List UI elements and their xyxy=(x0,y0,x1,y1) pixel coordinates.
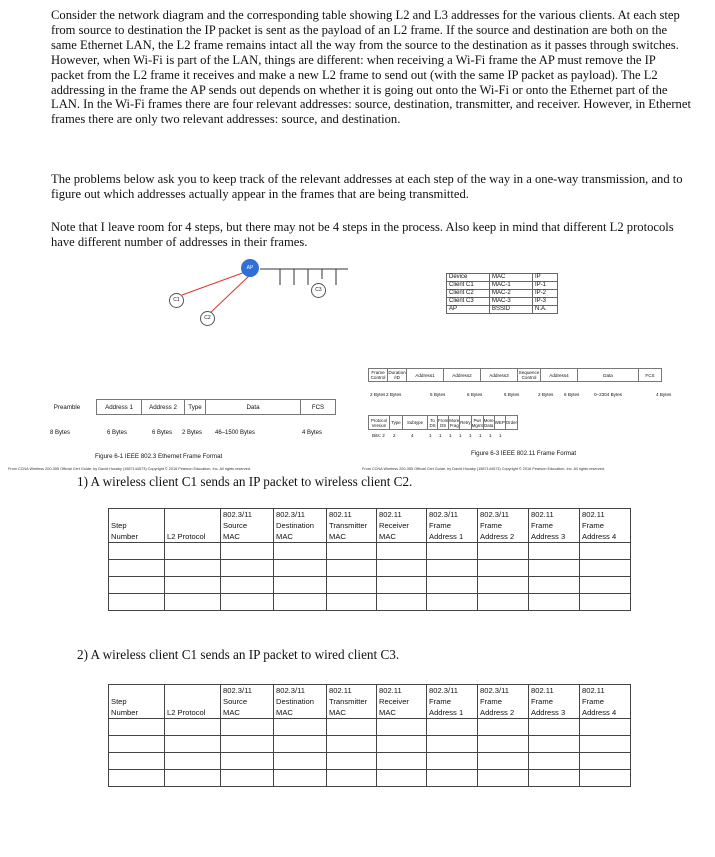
answer-cell[interactable] xyxy=(580,753,631,770)
answer-cell[interactable] xyxy=(580,560,631,577)
answer-cell[interactable] xyxy=(580,577,631,594)
answer-cell[interactable] xyxy=(529,770,580,787)
answer-cell[interactable] xyxy=(327,770,377,787)
header-cell: 802.11 xyxy=(580,685,631,697)
header-cell: Step xyxy=(109,520,165,531)
header-cell: Receiver xyxy=(377,520,427,531)
wifi-frame-source: From CCNA Wireless 200-355 Official Cert Guide, by David Hucaby (1587144573) Copyright © 2016 Pearson Education, Inc. All rights reserved. xyxy=(362,467,605,471)
header-cell: Address 2 xyxy=(478,531,529,543)
header-cell: Transmitter xyxy=(327,520,377,531)
wifi-bits-label: Bits: 2 xyxy=(372,433,385,438)
answer-cell[interactable] xyxy=(478,560,529,577)
header-cell: MAC xyxy=(377,531,427,543)
client-c2-icon: C2 xyxy=(200,311,215,326)
addr-cell: MAC-2 xyxy=(490,290,533,298)
answer-cell[interactable] xyxy=(274,753,327,770)
answer-row[interactable] xyxy=(109,719,631,736)
header-cell: Frame xyxy=(427,696,478,707)
wifi-subfield: Protocol Version xyxy=(369,416,390,430)
answer-cell[interactable] xyxy=(109,719,165,736)
header-cell: 802.3/11 xyxy=(274,685,327,697)
answer-cell[interactable] xyxy=(580,736,631,753)
header-cell: Address 2 xyxy=(478,707,529,719)
answer-cell[interactable] xyxy=(109,560,165,577)
eth-field: Preamble xyxy=(53,403,81,411)
eth-field: FCS xyxy=(301,400,336,415)
eth-size: 6 Bytes xyxy=(152,430,173,436)
wifi-field: Address2 xyxy=(444,369,481,382)
header-cell: MAC xyxy=(274,531,327,543)
answer-cell[interactable] xyxy=(580,770,631,787)
header-cell xyxy=(109,509,165,521)
wifi-subfield: To DS xyxy=(429,417,436,428)
wifi-bit: 1 xyxy=(439,433,442,438)
answer-cell[interactable] xyxy=(478,719,529,736)
answer-row[interactable] xyxy=(109,543,631,560)
answer-row[interactable] xyxy=(109,594,631,611)
answer-cell[interactable] xyxy=(427,577,478,594)
answer-row[interactable] xyxy=(109,577,631,594)
answer-cell[interactable] xyxy=(165,543,221,560)
wifi-size: 0–2304 Bytes xyxy=(594,392,623,397)
answer-cell[interactable] xyxy=(274,736,327,753)
eth-frame-source: From CCNA Wireless 200-355 Official Cert Guide, by David Hucaby (1587144573) Copyright © 2016 Pearson Education, Inc. All rights reserved. xyxy=(8,467,251,471)
header-cell: MAC xyxy=(221,707,274,719)
answer-cell[interactable] xyxy=(529,736,580,753)
answer-cell[interactable] xyxy=(109,577,165,594)
header-cell xyxy=(165,696,221,707)
answer-cell[interactable] xyxy=(327,753,377,770)
answer-cell[interactable] xyxy=(109,736,165,753)
header-cell: MAC xyxy=(221,531,274,543)
answer-cell[interactable] xyxy=(427,543,478,560)
eth-size: 46–1500 Bytes xyxy=(215,430,256,436)
wifi-field: Address4 xyxy=(541,369,578,382)
answer-cell[interactable] xyxy=(529,753,580,770)
answer-cell[interactable] xyxy=(427,594,478,611)
addr-header-ip: IP xyxy=(533,274,558,282)
wifi-subfield: More Frag xyxy=(449,417,460,428)
client-c1-icon: C1 xyxy=(169,293,184,308)
answer-cell[interactable] xyxy=(377,577,427,594)
answer-cell[interactable] xyxy=(427,719,478,736)
ethernet-frame-format xyxy=(38,399,336,415)
header-cell: L2 Protocol xyxy=(165,531,221,543)
header-cell: 802.3/11 xyxy=(221,685,274,697)
answer-cell[interactable] xyxy=(221,719,274,736)
answer-cell[interactable] xyxy=(478,594,529,611)
answer-cell[interactable] xyxy=(529,543,580,560)
wifi-bit: 1 xyxy=(499,433,502,438)
header-cell: Address 1 xyxy=(427,531,478,543)
wifi-bit: 1 xyxy=(449,433,452,438)
eth-field: Address 2 xyxy=(142,400,185,415)
intro-paragraph-2: The problems below ask you to keep track of the relevant addresses at each step of the way in a one-way transmission, and to figure out which addresses actually appear in the frames that are being transmitted. xyxy=(51,172,683,201)
intro-paragraph-3: Note that I leave room for 4 steps, but there may not be 4 steps in the process. Also keep in mind that different L2 protocols have different number of addresses in their frames. xyxy=(51,220,674,249)
answer-cell[interactable] xyxy=(165,594,221,611)
header-cell: Address 4 xyxy=(580,531,631,543)
answer-cell[interactable] xyxy=(478,770,529,787)
wifi-field: Address3 xyxy=(481,369,518,382)
header-cell: Address 3 xyxy=(529,531,580,543)
network-diagram-lines xyxy=(160,255,360,330)
wifi-size: 6 Bytes xyxy=(564,392,580,397)
addr-cell: Client C2 xyxy=(447,290,490,298)
header-cell: MAC xyxy=(274,707,327,719)
answer-cell[interactable] xyxy=(109,543,165,560)
addr-cell: IP-2 xyxy=(533,290,558,298)
answer-cell[interactable] xyxy=(274,594,327,611)
answer-cell[interactable] xyxy=(377,594,427,611)
header-cell: 802.3/11 xyxy=(221,509,274,521)
header-cell: 802.3/11 xyxy=(427,509,478,521)
answer-cell[interactable] xyxy=(427,770,478,787)
answer-cell[interactable] xyxy=(221,560,274,577)
answer-cell[interactable] xyxy=(109,753,165,770)
addr-cell: IP-1 xyxy=(533,282,558,290)
header-cell xyxy=(165,509,221,521)
header-cell: Destination xyxy=(274,520,327,531)
header-cell: 802.3/11 xyxy=(274,509,327,521)
answer-cell[interactable] xyxy=(109,770,165,787)
wifi-field: FCS xyxy=(639,369,662,382)
header-cell: Destination xyxy=(274,696,327,707)
address-table xyxy=(446,273,558,314)
addr-cell: MAC-1 xyxy=(490,282,533,290)
header-cell: 802.3/11 xyxy=(478,509,529,521)
wifi-field: Data xyxy=(578,369,639,382)
header-cell: 802.3/11 xyxy=(478,685,529,697)
wifi-size: 4 Bytes xyxy=(656,392,672,397)
answer-cell[interactable] xyxy=(221,753,274,770)
access-point-icon: AP xyxy=(241,259,259,277)
header-cell: Number xyxy=(109,707,165,719)
answer-cell[interactable] xyxy=(377,560,427,577)
wifi-field: Sequence Control xyxy=(518,370,540,380)
header-cell: 802.3/11 xyxy=(427,685,478,697)
header-cell: Frame xyxy=(529,520,580,531)
header-cell: Frame xyxy=(478,696,529,707)
answer-cell[interactable] xyxy=(478,577,529,594)
header-cell xyxy=(165,520,221,531)
eth-field: Data xyxy=(206,400,301,415)
eth-size: 2 Bytes xyxy=(182,430,203,436)
answer-cell[interactable] xyxy=(580,594,631,611)
wifi-size: 2 Bytes xyxy=(370,392,386,397)
answer-cell[interactable] xyxy=(109,594,165,611)
addr-cell: N.A. xyxy=(533,306,558,314)
header-cell: Frame xyxy=(580,520,631,531)
answer-cell[interactable] xyxy=(274,543,327,560)
addr-cell: Client C3 xyxy=(447,298,490,306)
header-cell: MAC xyxy=(327,707,377,719)
addr-cell: IP-3 xyxy=(533,298,558,306)
answer-cell[interactable] xyxy=(165,753,221,770)
header-cell: Frame xyxy=(529,696,580,707)
answer-cell[interactable] xyxy=(274,577,327,594)
wifi-field: Frame Control xyxy=(369,369,388,382)
answer-cell[interactable] xyxy=(478,753,529,770)
client-c3-icon: C3 xyxy=(311,283,326,298)
answer-cell[interactable] xyxy=(580,543,631,560)
wifi-subfield: WEP xyxy=(494,416,505,430)
wifi-subfield: More Data xyxy=(483,417,494,428)
answer-cell[interactable] xyxy=(165,577,221,594)
answer-cell[interactable] xyxy=(327,736,377,753)
wifi-subfield: Subtype xyxy=(403,416,428,430)
header-cell: MAC xyxy=(377,707,427,719)
wifi-subfield: Pwr Mgmt xyxy=(471,417,483,428)
header-cell: Frame xyxy=(427,520,478,531)
answer-cell[interactable] xyxy=(377,719,427,736)
wifi-bit: 4 xyxy=(411,433,414,438)
header-cell: Step xyxy=(109,696,165,707)
answer-row[interactable] xyxy=(109,770,631,787)
answer-row[interactable] xyxy=(109,753,631,770)
addr-cell: BSSID xyxy=(490,306,533,314)
answer-cell[interactable] xyxy=(529,577,580,594)
wifi-frame-caption: Figure 6-3 IEEE 802.11 Frame Format xyxy=(471,450,577,457)
header-cell: 802.11 xyxy=(580,509,631,521)
header-cell: Source xyxy=(221,520,274,531)
answer-row[interactable] xyxy=(109,560,631,577)
answer-cell[interactable] xyxy=(529,560,580,577)
answer-cell[interactable] xyxy=(478,736,529,753)
answer-row[interactable] xyxy=(109,736,631,753)
header-cell: 802.11 xyxy=(327,509,377,521)
answer-cell[interactable] xyxy=(165,736,221,753)
addr-cell: Client C1 xyxy=(447,282,490,290)
answer-cell[interactable] xyxy=(580,719,631,736)
wifi-bit: 1 xyxy=(479,433,482,438)
question-2: 2) A wireless client C1 sends an IP packet to wired client C3. xyxy=(77,647,400,662)
answer-cell[interactable] xyxy=(274,719,327,736)
answer-cell[interactable] xyxy=(427,560,478,577)
answer-table-2 xyxy=(108,684,631,787)
addr-header-mac: MAC xyxy=(490,274,533,282)
answer-cell[interactable] xyxy=(377,736,427,753)
wifi-size: 6 Bytes xyxy=(504,392,520,397)
header-cell: Address 1 xyxy=(427,707,478,719)
wifi-frame-format xyxy=(368,368,662,382)
eth-field: Address 1 xyxy=(97,400,142,415)
header-cell xyxy=(165,685,221,697)
answer-cell[interactable] xyxy=(377,543,427,560)
answer-cell[interactable] xyxy=(327,560,377,577)
answer-cell[interactable] xyxy=(427,736,478,753)
wifi-subfield: Retry xyxy=(460,416,472,430)
wifi-bit: 1 xyxy=(429,433,432,438)
answer-cell[interactable] xyxy=(327,543,377,560)
answer-cell[interactable] xyxy=(327,594,377,611)
header-cell: Frame xyxy=(580,696,631,707)
answer-table-1 xyxy=(108,508,631,611)
answer-cell[interactable] xyxy=(274,770,327,787)
answer-cell[interactable] xyxy=(377,753,427,770)
header-cell: Number xyxy=(109,531,165,543)
wifi-field: Duration /ID xyxy=(388,370,406,380)
header-cell: 802.11 xyxy=(529,509,580,521)
header-cell: MAC xyxy=(327,531,377,543)
header-cell: L2 Protocol xyxy=(165,707,221,719)
wifi-bit: 1 xyxy=(469,433,472,438)
header-cell: Source xyxy=(221,696,274,707)
question-1: 1) A wireless client C1 sends an IP packet to wireless client C2. xyxy=(77,474,413,489)
addr-cell: AP xyxy=(447,306,490,314)
answer-cell[interactable] xyxy=(478,543,529,560)
answer-cell[interactable] xyxy=(165,560,221,577)
answer-cell[interactable] xyxy=(221,736,274,753)
answer-cell[interactable] xyxy=(377,770,427,787)
answer-cell[interactable] xyxy=(327,719,377,736)
wifi-size: 2 Bytes xyxy=(538,392,554,397)
answer-cell[interactable] xyxy=(221,770,274,787)
answer-cell[interactable] xyxy=(165,719,221,736)
header-cell: Address 4 xyxy=(580,707,631,719)
header-cell xyxy=(109,685,165,697)
header-cell: 802.11 xyxy=(377,509,427,521)
answer-cell[interactable] xyxy=(274,560,327,577)
answer-cell[interactable] xyxy=(529,594,580,611)
wifi-subfield: Order xyxy=(505,416,517,430)
eth-frame-caption: Figure 6-1 IEEE 802.3 Ethernet Frame Format xyxy=(95,453,223,460)
eth-size: 6 Bytes xyxy=(107,430,128,436)
wifi-subfield: Type xyxy=(390,416,403,430)
header-cell: Transmitter xyxy=(327,696,377,707)
eth-field: Type xyxy=(185,400,206,415)
header-cell: 802.11 xyxy=(377,685,427,697)
header-cell: 802.11 xyxy=(529,685,580,697)
addr-cell: MAC-3 xyxy=(490,298,533,306)
answer-cell[interactable] xyxy=(221,594,274,611)
answer-cell[interactable] xyxy=(221,577,274,594)
wifi-bit: 1 xyxy=(489,433,492,438)
answer-cell[interactable] xyxy=(529,719,580,736)
wifi-field: Address1 xyxy=(407,369,444,382)
answer-cell[interactable] xyxy=(165,770,221,787)
addr-header-device: Device xyxy=(447,274,490,282)
wifi-size: 6 Bytes xyxy=(467,392,483,397)
header-cell: Address 3 xyxy=(529,707,580,719)
header-cell: 802.11 xyxy=(327,685,377,697)
wifi-size: 2 Bytes xyxy=(386,392,402,397)
eth-size: 8 Bytes xyxy=(50,430,71,436)
wifi-bit: 2 xyxy=(393,433,396,438)
header-cell: Receiver xyxy=(377,696,427,707)
answer-cell[interactable] xyxy=(427,753,478,770)
wifi-frame-control-subfields xyxy=(368,415,518,430)
wifi-subfield: From DS xyxy=(438,417,449,428)
answer-cell[interactable] xyxy=(221,543,274,560)
intro-paragraph-1: Consider the network diagram and the corresponding table showing L2 and L3 addresses for the various clients. At each step from source to destination the IP packet is sent as the payload of an L2 frame. If the source and destination are both on the same Ethernet LAN, the L2 frame remains intact all the way from the source to the destination as it passes through switches. However, when Wi-Fi is part of the LAN, things are different: when receiving a Wi-Fi frame the AP must remove the IP packet from the L2 frame it receives and make a new L2 frame to send out (with the same IP packet as payload). The L2 addressing in the frame the AP sends out depends on whether it is going out onto the Wi-Fi or onto the Ethernet part of the LAN. In the Wi-Fi frames there are four relevant addresses: source, destination, transmitter, and receiver. However, in Ethernet frames there are only two relevant addresses: source, and destination. xyxy=(51,8,691,127)
header-cell: Frame xyxy=(478,520,529,531)
answer-cell[interactable] xyxy=(327,577,377,594)
wifi-size: 6 Bytes xyxy=(430,392,446,397)
wifi-bit: 1 xyxy=(459,433,462,438)
eth-size: 4 Bytes xyxy=(302,430,323,436)
